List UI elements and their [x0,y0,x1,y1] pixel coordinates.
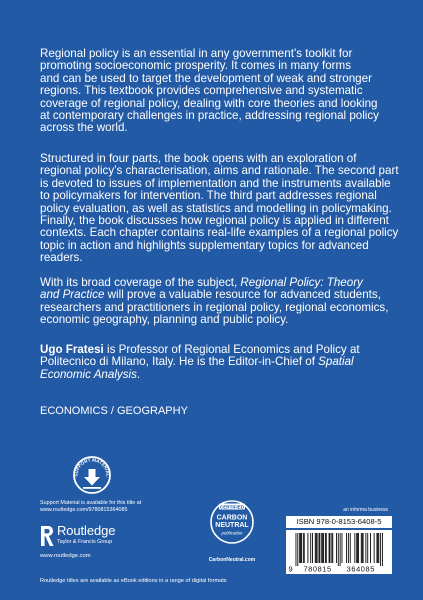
barcode-bar [330,533,331,563]
blurb-line: promoting socioeconomic prosperity. It comes in many forms [40,59,351,73]
blurb-paragraph-3 [40,277,388,327]
barcode-bar [378,533,379,563]
carbon-neutral-website[interactable]: CarbonNeutral.com [208,557,256,563]
badge-text-path: SUPPORT MATERIAL [73,457,111,477]
journal-title: Economic Analysis [40,367,137,381]
blurb-line [40,314,388,326]
blurb-line: at contemporary challenges in practice, addressing regional policy [40,109,379,123]
blurb-line: coverage of regional policy, dealing with core theories and looking [40,96,378,110]
routledge-logo-icon [40,525,54,547]
barcode-bar [316,533,317,563]
barcode-bar [323,533,324,563]
barcode-bar [348,533,349,563]
barcode-bar [342,533,343,563]
barcode-bar [297,533,298,566]
publication-label: publication [221,530,243,536]
neutral-label: NEUTRAL [215,522,249,529]
barcode-bar [331,533,332,563]
barcode-bar [346,533,347,563]
blurb-line: across the world. [40,121,128,135]
carbon-label: CARBON [216,514,248,522]
publisher-website[interactable]: www.routledge.com [40,553,91,559]
barcode-right-digits: 364085 [346,564,375,574]
author-bio [40,344,360,381]
barcode-bar [303,533,304,563]
blurb-paragraph-2 [40,153,399,265]
subject-category: ECONOMICS / GEOGRAPHY [40,405,188,417]
carbon-neutral-badge-icon [208,497,256,545]
line-text: researchers and practitioners in regional policy, regional economics, [40,300,389,314]
barcode-bar [319,533,320,563]
barcode-bar [329,533,330,563]
barcode-bar [354,533,355,563]
barcode-bar [326,533,327,563]
barcode-bar [321,533,322,563]
barcode-bar [338,533,339,566]
line-text: With its broad coverage of the subject, [40,276,241,289]
barcode-bar [362,533,363,563]
barcode-bar [374,533,375,563]
book-title: Regional Policy: Theory [240,276,363,289]
blurb-line: Regional policy is an essential in any government’s toolkit for [40,47,353,60]
barcode-bar [365,533,366,563]
barcode-bar [376,533,377,563]
barcode-bar [357,533,358,563]
author-name: Ugo Fratesi [40,343,104,356]
barcode-graphic [286,530,392,574]
barcode-bar [315,533,316,563]
barcode-bar [300,533,301,563]
bio-line [40,369,360,381]
blurb-line: regions. This textbook provides comprehensive and systematic [40,84,363,98]
barcode-bar [358,533,359,563]
support-note-url[interactable]: www.routledge.com/9780815364085 [40,507,128,513]
blurb-paragraph-1 [40,48,379,135]
barcode-bar [325,533,326,563]
barcode-bars [296,533,383,566]
blurb-line: contexts. Each chapter contains real-life examples of a regional policy [40,226,399,240]
book-title: and Practice [40,288,105,302]
barcode-bar [350,533,351,563]
barcode-bar [336,533,337,563]
blurb-line: to policymakers for intervention. The third part addresses regional [40,189,377,203]
barcode-bar [380,533,381,566]
certified-label: CERTIFIED [219,504,245,510]
publisher-name: Routledge [57,523,116,538]
barcode-bar [304,533,305,563]
barcode-bar [356,533,357,563]
barcode-bar [312,533,313,563]
barcode-bar [367,533,368,563]
line-text: is Professor of Regional Economics and Policy at [103,343,360,356]
ebook-availability-note: Routledge titles are available as eBook editions in a range of digital formats [40,578,227,584]
barcode-bar [299,533,300,563]
barcode-first-digit: 9 [288,564,293,574]
support-note-line: Support Material is available for this title at [40,500,142,506]
barcode [286,530,392,574]
blurb-line: and can be used to target the development of weak and stronger [40,71,372,85]
download-arrow-icon [84,469,100,486]
journal-title: Spatial [318,355,354,369]
barcode-bar [317,533,318,563]
blurb-line: Finally, the book discusses how regional policy is applied in different [40,214,389,228]
barcode-bar [296,533,297,566]
barcode-bar [319,533,320,563]
line-text: will prove a valuable resource for advanced students, [104,288,381,302]
line-text: . [136,367,141,381]
blurb-line: topic in action and highlights supplementary topics for advanced [40,238,369,252]
isbn-label: ISBN 978-0-8153-6408-5 [286,516,392,528]
blurb-line: regional policy’s characterisation, aims and rationale. The second part [40,164,399,178]
barcode-bar [377,533,378,563]
blurb-line: Structured in four parts, the book opens with an exploration of [40,152,357,165]
informa-tagline: an informa business [343,507,388,513]
barcode-bar [332,533,333,563]
barcode-bar [301,533,302,563]
barcode-bar [363,533,364,563]
blurb-line: policy evaluation, as well as statistics and modelling in policymaking. [40,201,392,215]
barcode-left-digits: 780815 [303,564,332,574]
line-text: Politecnico di Milano, Italy. He is the Editor-in-Chief of [40,355,319,369]
barcode-bar [340,533,341,566]
support-material-note [40,500,141,514]
publisher-group: Taylor & Francis Group [57,539,113,545]
blurb-line: readers. [40,251,83,265]
barcode-bar [361,533,362,563]
barcode-bar [370,533,371,563]
support-material-badge-icon [70,453,114,497]
arrow-tray [83,487,101,489]
blurb-line: is devoted to issues of implementation and the instruments available [40,176,391,190]
barcode-bar [307,533,308,563]
line-text: economic geography, planning and public policy. [40,313,289,327]
barcode-bar [310,533,311,563]
barcode-bar [322,533,323,563]
barcode-bar [382,533,383,566]
